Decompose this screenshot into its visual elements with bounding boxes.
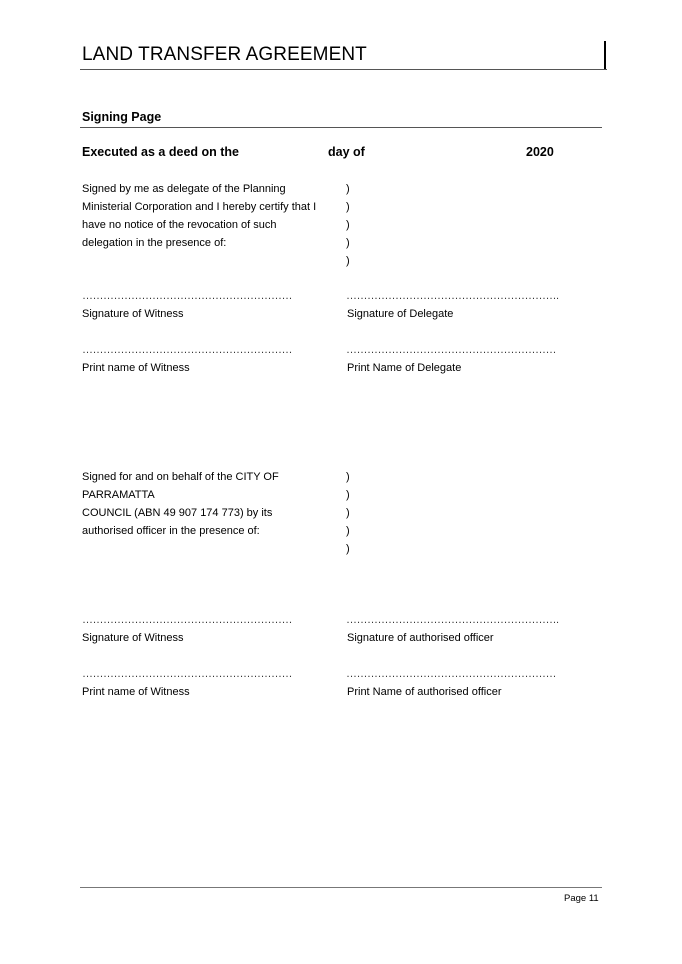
execution-text: Executed as a deed on the [82, 145, 239, 159]
council-signing-clause [82, 468, 279, 540]
bracket: ) [346, 489, 350, 501]
bracket-column [346, 180, 350, 270]
bracket: ) [346, 543, 350, 555]
document-title: LAND TRANSFER AGREEMENT [82, 44, 367, 65]
clause-line: PARRAMATTA [82, 489, 155, 501]
clause-line: Ministerial Corporation and I hereby certify that I [82, 201, 317, 213]
execution-day-of: day of [328, 145, 365, 159]
delegate-name-line[interactable]: …………………………………………………… [346, 344, 556, 356]
officer-name-label: Print Name of authorised officer [347, 686, 502, 698]
witness-name-line[interactable]: …………………………………………………… [82, 344, 292, 356]
witness-signature-line-2[interactable]: …………………………………………………… [82, 614, 292, 626]
bracket: ) [346, 471, 350, 483]
witness-name-line-2[interactable]: …………………………………………………… [82, 668, 292, 680]
delegate-signature-label: Signature of Delegate [347, 308, 454, 320]
bracket: ) [346, 219, 350, 231]
clause-line: Signed by me as delegate of the Planning [82, 183, 286, 195]
delegate-signature-line[interactable]: ……………………………………………………. [346, 290, 559, 302]
witness-name-label: Print name of Witness [82, 362, 190, 374]
clause-line: authorised officer in the presence of: [82, 525, 260, 537]
footer-divider [80, 887, 602, 888]
section-heading: Signing Page [82, 110, 162, 124]
bracket: ) [346, 183, 350, 195]
bracket: ) [346, 201, 350, 213]
section-divider [80, 127, 602, 128]
clause-line: delegation in the presence of: [82, 237, 227, 249]
bracket: ) [346, 255, 350, 267]
witness-name-label-2: Print name of Witness [82, 686, 190, 698]
officer-signature-label: Signature of authorised officer [347, 632, 494, 644]
bracket-column [346, 468, 350, 558]
clause-line: have no notice of the revocation of such [82, 219, 277, 231]
delegate-signing-clause [82, 180, 316, 252]
witness-signature-label-2: Signature of Witness [82, 632, 184, 644]
delegate-name-label: Print Name of Delegate [347, 362, 462, 374]
clause-line: COUNCIL (ABN 49 907 174 773) by its [82, 507, 273, 519]
page-number: Page 11 [564, 893, 599, 904]
title-side-bar [604, 41, 606, 69]
bracket: ) [346, 507, 350, 519]
clause-line: Signed for and on behalf of the CITY OF [82, 471, 279, 483]
officer-signature-line[interactable]: ……………………………………………………. [346, 614, 559, 626]
bracket: ) [346, 525, 350, 537]
witness-signature-label: Signature of Witness [82, 308, 184, 320]
execution-year: 2020 [526, 145, 554, 159]
title-divider [80, 69, 607, 70]
officer-name-line[interactable]: …………………………………………………… [346, 668, 556, 680]
witness-signature-line[interactable]: …………………………………………………… [82, 290, 292, 302]
bracket: ) [346, 237, 350, 249]
